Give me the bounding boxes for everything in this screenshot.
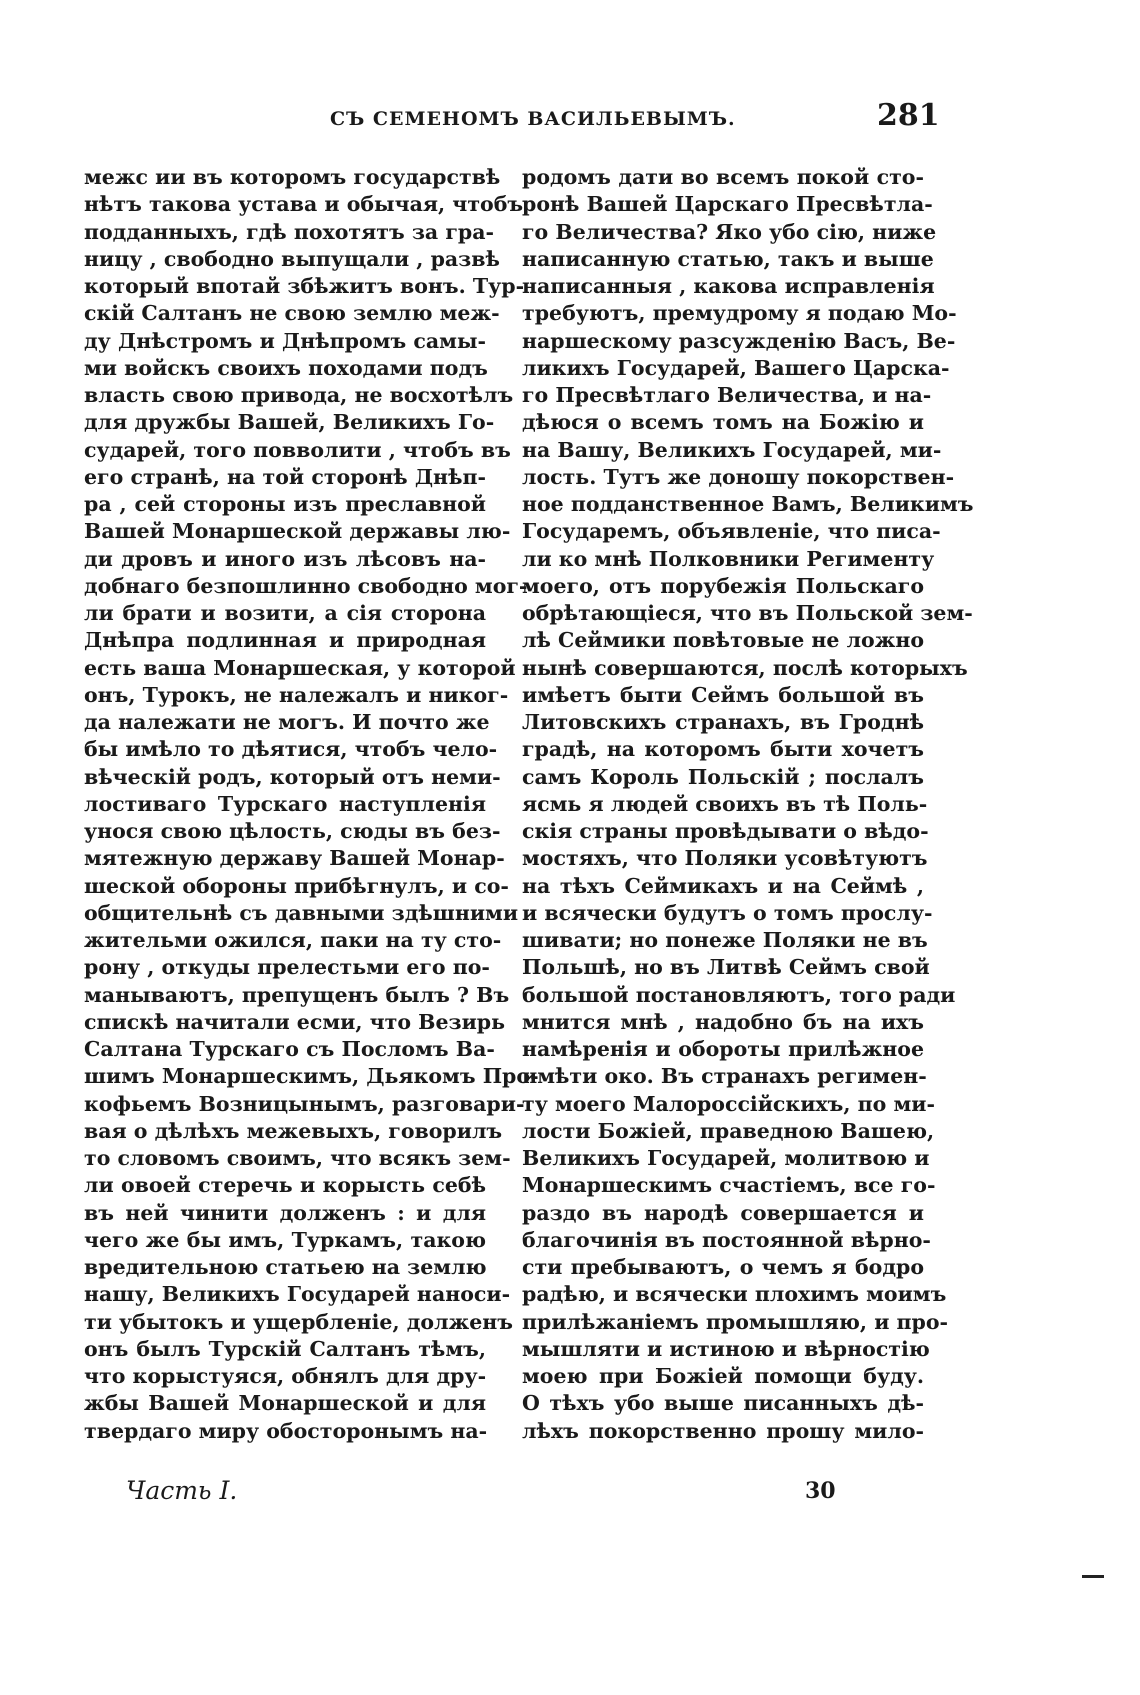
text-line: вредительною статьею на землю	[84, 1255, 487, 1279]
text-line: скія страны провѣдывати о вѣдо-	[522, 819, 929, 843]
text-line: ницу , свободно выпущали , развѣ	[84, 246, 500, 271]
text-line: ронѣ Вашей Царскаго Пресвѣтла-	[522, 192, 933, 217]
text-line: шеской обороны прибѣгнулъ, и со-	[84, 873, 509, 898]
text-line: на Вашу, Великихъ Государей, ми-	[522, 437, 942, 462]
text-line: шивати; но понеже Поляки не въ	[522, 928, 928, 952]
left-text-column	[84, 164, 539, 1445]
text-line: кофьемъ Возницынымъ, разговари-	[84, 1091, 525, 1116]
signature-mark: Часть I.	[126, 1476, 238, 1505]
page-number: 281	[877, 98, 940, 133]
text-line: шимъ Монаршескимъ, Дьякомъ Про-	[84, 1064, 539, 1089]
text-line: на тѣхъ Сеймикахъ и на Сеймѣ ,	[522, 873, 924, 898]
text-line: мятежную державу Вашей Монар-	[84, 846, 505, 871]
text-line: то словомъ своимъ, что всякъ зем-	[84, 1146, 511, 1170]
text-line: для дружбы Вашей, Великихъ Го-	[84, 410, 495, 435]
text-line: го Пресвѣтлаго Величества, и на-	[522, 383, 932, 407]
text-line: который впотай збѣжитъ вонъ. Тур-	[84, 274, 525, 298]
text-line: Днѣпра подлинная и природная	[84, 628, 486, 653]
text-line: лость. Тутъ же доношу покорствен-	[522, 464, 955, 489]
text-line: намѣренія и обороты прилѣжное	[522, 1037, 924, 1061]
text-line: скій Салтанъ не свою землю меж-	[84, 301, 500, 326]
text-line: имѣти око. Въ странахъ регимен-	[522, 1064, 927, 1089]
text-line: нынѣ совершаются, послѣ которыхъ	[522, 655, 968, 680]
text-line: что корыстуяся, обнялъ для дру-	[84, 1364, 487, 1388]
text-line: ное подданственное Вамъ, Великимъ	[522, 492, 974, 516]
text-line: требуютъ, премудрому я подаю Мо-	[522, 301, 957, 326]
text-line: и всячески будутъ о томъ прослу-	[522, 900, 933, 925]
text-line: имѣетъ быти Сеймъ большой въ	[522, 682, 924, 707]
text-line: прилѣжаніемъ промышляю, и про-	[522, 1309, 949, 1334]
page-header	[0, 98, 1140, 138]
text-line: есть ваша Монаршеская, у которой	[84, 655, 516, 680]
text-line: ди дровъ и иного изъ лѣсовъ на-	[84, 546, 486, 571]
text-line: Салтана Турскаго съ Посломъ Ва-	[84, 1037, 495, 1061]
text-line: лостиваго Турскаго наступленія	[84, 791, 486, 816]
right-text-column	[522, 164, 974, 1445]
text-line: ли брати и возити, а сія сторона	[84, 601, 486, 625]
text-line: общительнѣ съ давными здѣшними	[84, 900, 519, 925]
text-line: ра , сей стороны изъ преславной	[84, 492, 486, 516]
text-line: родомъ дати во всемъ покой сто-	[522, 165, 924, 189]
text-line: лѣ Сеймики повѣтовые не ложно	[522, 628, 925, 653]
text-line: ликихъ Государей, Вашего Царска-	[522, 355, 950, 380]
text-line: добнаго безпошлинно свободно мог-	[84, 573, 528, 598]
text-line: Великихъ Государей, молитвою и	[522, 1146, 930, 1170]
text-line: бы имѣло то дѣятися, чтобъ чело-	[84, 737, 498, 762]
text-line: онъ былъ Турскій Салтанъ тѣмъ,	[84, 1336, 486, 1361]
text-line: нѣтъ такова устава и обычая, чтобъ	[84, 192, 524, 217]
text-line: жбы Вашей Монаршеской и для	[84, 1391, 486, 1416]
text-line: сти пребываютъ, о чемъ я бодро	[522, 1255, 924, 1279]
text-line: радѣю, и всячески плохимъ моимъ	[522, 1282, 947, 1307]
text-line: лѣхъ покорственно прошу мило-	[522, 1418, 924, 1443]
text-line: ти убытокъ и ущербленіе, долженъ	[84, 1309, 513, 1334]
text-line: спискѣ начитали есми, что Везирь	[84, 1009, 506, 1034]
page-footer	[0, 1476, 1140, 1516]
text-line: власть свою привода, не восхотѣлъ	[84, 383, 514, 407]
text-line: мышляти и истиною и вѣрностію	[522, 1336, 930, 1361]
text-line: обрѣтающіеся, что въ Польской зем-	[522, 601, 973, 625]
text-line: самъ Король Польскій ; послалъ	[522, 764, 924, 789]
text-line: большой постановляютъ, того ради	[522, 982, 956, 1007]
text-line: подданныхъ, гдѣ похотятъ за гра-	[84, 219, 495, 244]
text-line: го Величества? Яко убо сію, ниже	[522, 219, 937, 244]
text-line: въ ней чинити долженъ : и для	[84, 1200, 486, 1225]
text-line: Государемъ, объявленіе, что писа-	[522, 519, 941, 544]
text-line: да належати не могъ. И почто же	[84, 710, 490, 734]
text-line: сударей, того повволити , чтобъ въ	[84, 437, 511, 462]
text-line: его странѣ, на той сторонѣ Днѣп-	[84, 464, 486, 489]
text-line: ду Днѣстромъ и Днѣпромъ самы-	[84, 328, 486, 353]
text-line: мостяхъ, что Поляки усовѣтуютъ	[522, 846, 928, 871]
text-line: чего же бы имъ, Туркамъ, такою	[84, 1227, 486, 1252]
text-line: Литовскихъ странахъ, въ Гроднѣ	[522, 710, 924, 734]
text-line: наршескому разсужденію Васъ, Ве-	[522, 328, 956, 353]
text-line: Польшѣ, но въ Литвѣ Сеймъ свой	[522, 955, 930, 980]
text-line: ясмь я людей своихъ въ тѣ Поль-	[522, 791, 928, 816]
text-line: ли ко мнѣ Полковники Регименту	[522, 546, 935, 571]
text-line: Вашей Монаршеской державы лю-	[84, 519, 511, 544]
gathering-number: 30	[805, 1478, 836, 1504]
text-line: написанную статью, такъ и выше	[522, 246, 934, 271]
margin-dash-mark	[1082, 1575, 1104, 1578]
text-line: Монаршескимъ счастіемъ, все го-	[522, 1173, 936, 1198]
text-line: моею при Божіей помощи буду.	[522, 1364, 924, 1388]
text-line: вѣческій родъ, который отъ неми-	[84, 764, 501, 789]
text-line: унося свою цѣлость, сюды въ без-	[84, 819, 501, 843]
text-line: ли овоей стеречь и корысть себѣ	[84, 1173, 486, 1198]
text-line: нашу, Великихъ Государей наноси-	[84, 1282, 511, 1307]
text-line: градѣ, на которомъ быти хочетъ	[522, 737, 924, 762]
text-line: благочинія въ постоянной вѣрно-	[522, 1227, 931, 1252]
text-line: моего, отъ порубежія Польскаго	[522, 573, 924, 598]
text-line: мнится мнѣ , надобно бъ на ихъ	[522, 1009, 924, 1034]
running-title: СЪ СЕМЕНОМЪ ВАСИЛЬЕВЫМЪ.	[330, 108, 736, 130]
text-line: написанныя , какова исправленія	[522, 274, 935, 298]
text-line: онъ, Турокъ, не належалъ и никог-	[84, 682, 509, 707]
text-line: вая о дѣлѣхъ межевыхъ, говорилъ	[84, 1118, 503, 1143]
text-line: раздо въ народѣ совершается и	[522, 1200, 924, 1225]
text-line: ту моего Малороссійскихъ, по ми-	[522, 1091, 935, 1116]
text-line: лости Божіей, праведною Вашею,	[522, 1118, 935, 1143]
text-line: ми войскъ своихъ походами подъ	[84, 355, 488, 380]
text-line: манываютъ, препущенъ былъ ? Въ	[84, 982, 510, 1007]
text-line: твердаго миру обосторонымъ на-	[84, 1418, 488, 1443]
text-line: дѣюся о всемъ томъ на Божію и	[522, 410, 924, 435]
text-line: межс ии въ которомъ государствѣ	[84, 165, 501, 189]
text-line: О тѣхъ убо выше писанныхъ дѣ-	[522, 1391, 924, 1416]
text-line: жительми ожился, паки на ту сто-	[84, 928, 502, 952]
text-line: рону , откуды прелестьми его по-	[84, 955, 490, 980]
